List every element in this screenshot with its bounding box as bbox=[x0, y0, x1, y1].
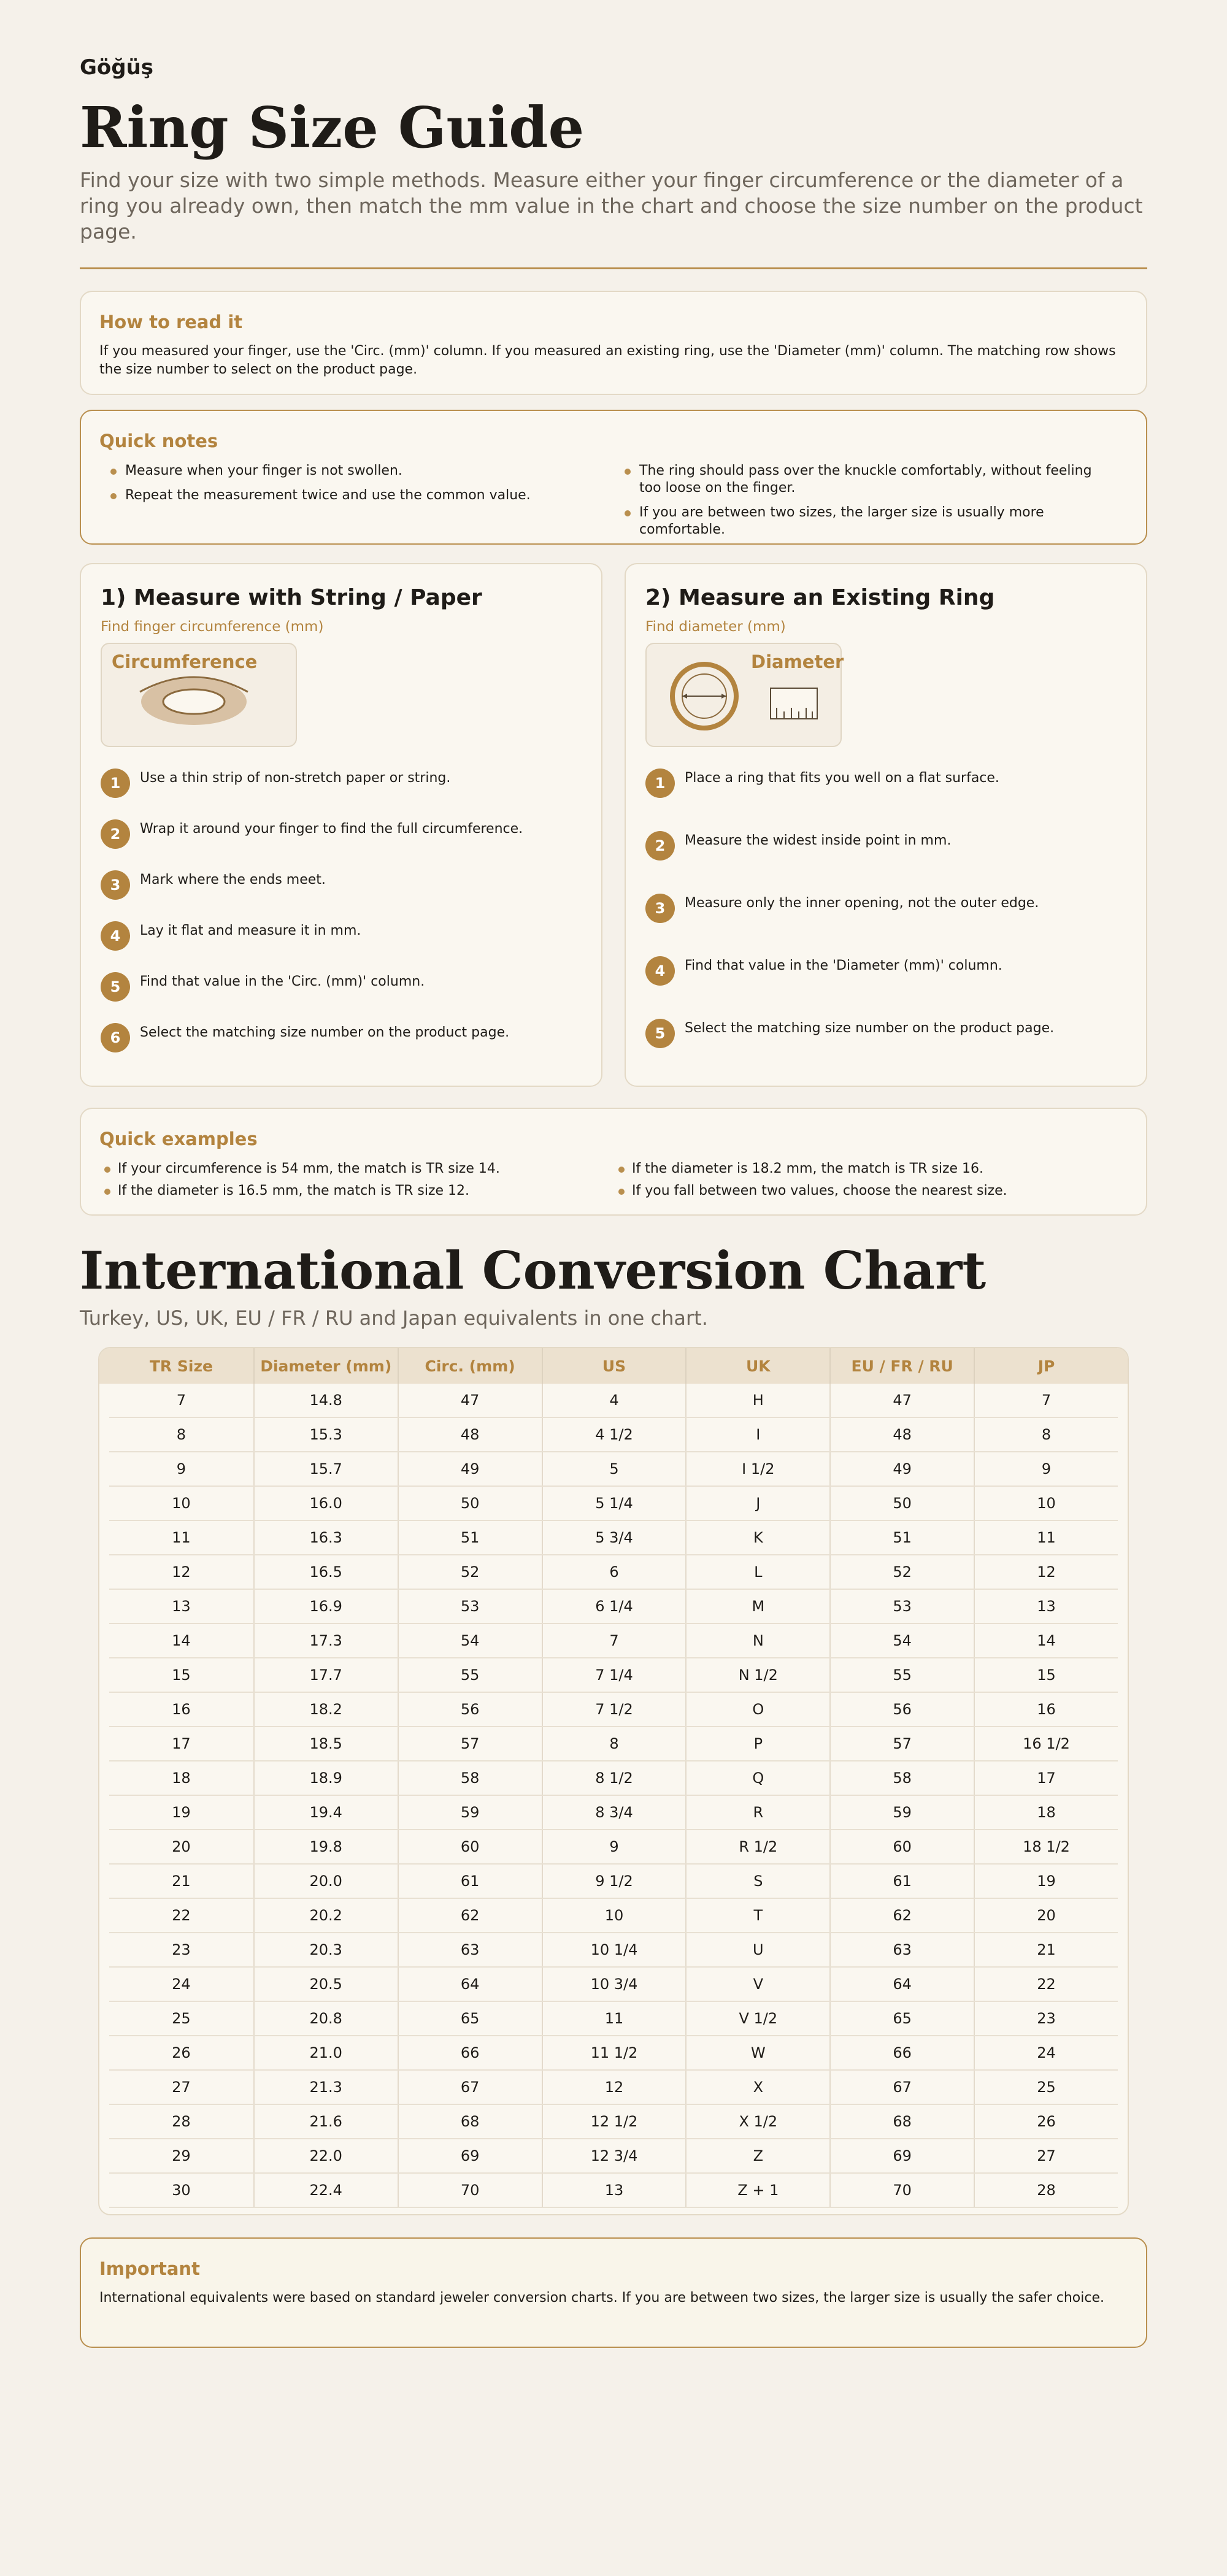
table-cell: 56 bbox=[398, 1693, 542, 1726]
table-cell: 9 bbox=[542, 1830, 686, 1863]
method-subtitle: Find finger circumference (mm) bbox=[101, 619, 324, 635]
table-cell: 7 bbox=[974, 1384, 1118, 1417]
table-cell: H bbox=[685, 1384, 829, 1417]
table-cell: 49 bbox=[829, 1452, 974, 1485]
table-cell: 65 bbox=[829, 2002, 974, 2035]
table-cell: 18 bbox=[172, 1769, 191, 1787]
table-cell: 22.4 bbox=[253, 2174, 398, 2207]
table-cell: 13 bbox=[172, 1598, 191, 1615]
table-cell: 24 bbox=[172, 1976, 191, 1993]
table-cell: 66 bbox=[829, 2036, 974, 2069]
table-cell: 16.9 bbox=[253, 1590, 398, 1623]
step-number-badge: 2 bbox=[101, 819, 130, 849]
step-text: Measure the widest inside point in mm. bbox=[685, 833, 952, 848]
how-to-read-card bbox=[80, 291, 1147, 395]
table-cell: S bbox=[685, 1865, 829, 1898]
step-item bbox=[645, 1014, 1126, 1076]
table-cell: 5 bbox=[542, 1452, 686, 1485]
table-cell: 17.7 bbox=[253, 1658, 398, 1692]
table-cell: 61 bbox=[829, 1865, 974, 1898]
note-item: Measure when your finger is not swollen. bbox=[99, 462, 589, 480]
step-text: Find that value in the 'Circ. (mm)' column. bbox=[140, 974, 425, 989]
table-cell: 19 bbox=[974, 1865, 1118, 1898]
conversion-title: International Conversion Chart bbox=[80, 1240, 987, 1301]
quick-notes-card bbox=[80, 410, 1147, 545]
table-cell: 30 bbox=[172, 2182, 191, 2199]
table-row bbox=[109, 1693, 1118, 1727]
table-cell: V bbox=[685, 1968, 829, 2001]
table-cell: 61 bbox=[398, 1865, 542, 1898]
table-cell: 64 bbox=[829, 1968, 974, 2001]
table-cell: 12 1/2 bbox=[542, 2105, 686, 2138]
step-number-badge: 4 bbox=[101, 921, 130, 951]
table-cell: 18.2 bbox=[253, 1693, 398, 1726]
table-cell: 14 bbox=[974, 1624, 1118, 1657]
column-header: EU / FR / RU bbox=[829, 1348, 974, 1384]
step-number-badge: 5 bbox=[645, 1019, 675, 1048]
table-cell: 28 bbox=[974, 2174, 1118, 2207]
table-cell: 62 bbox=[829, 1899, 974, 1932]
table-cell: 15 bbox=[172, 1666, 191, 1684]
important-card bbox=[80, 2237, 1147, 2348]
table-cell: X bbox=[685, 2071, 829, 2104]
table-cell: 16.0 bbox=[253, 1487, 398, 1520]
table-cell: 50 bbox=[398, 1487, 542, 1520]
divider bbox=[80, 267, 1147, 269]
illustration-label: Circumference bbox=[112, 651, 258, 672]
table-row bbox=[109, 2139, 1118, 2174]
table-cell: 66 bbox=[398, 2036, 542, 2069]
table-cell: P bbox=[685, 1727, 829, 1760]
note-item: Repeat the measurement twice and use the common value. bbox=[99, 487, 589, 504]
table-cell: 69 bbox=[829, 2139, 974, 2172]
table-cell: 47 bbox=[398, 1384, 542, 1417]
table-cell: 7 1/2 bbox=[542, 1693, 686, 1726]
table-cell: 67 bbox=[398, 2071, 542, 2104]
table-cell: 23 bbox=[172, 1941, 191, 1958]
table-cell: 13 bbox=[542, 2174, 686, 2207]
table-cell: 21 bbox=[172, 1873, 191, 1890]
table-cell: 18 1/2 bbox=[974, 1830, 1118, 1863]
table-cell: 20.8 bbox=[253, 2002, 398, 2035]
table-cell: 19.8 bbox=[253, 1830, 398, 1863]
note-item: If you are between two sizes, the larger size is usually more comfortable. bbox=[614, 504, 1103, 539]
step-item bbox=[101, 916, 582, 967]
step-text: Find that value in the 'Diameter (mm)' column. bbox=[685, 958, 1002, 973]
table-cell: U bbox=[685, 1933, 829, 1966]
table-cell: 55 bbox=[829, 1658, 974, 1692]
step-text: Mark where the ends meet. bbox=[140, 872, 326, 887]
example-item: If you fall between two values, choose the nearest size. bbox=[614, 1183, 1115, 1200]
table-header-row bbox=[99, 1348, 1128, 1384]
table-cell: 20.3 bbox=[253, 1933, 398, 1966]
table-cell: 10 3/4 bbox=[542, 1968, 686, 2001]
table-cell: 15 bbox=[974, 1658, 1118, 1692]
table-cell: X 1/2 bbox=[685, 2105, 829, 2138]
table-row bbox=[109, 1830, 1118, 1865]
table-cell: T bbox=[685, 1899, 829, 1932]
table-cell: M bbox=[685, 1590, 829, 1623]
table-cell: 4 bbox=[542, 1384, 686, 1417]
table-cell: 18.5 bbox=[253, 1727, 398, 1760]
table-cell: Q bbox=[685, 1761, 829, 1795]
table-row bbox=[109, 1899, 1118, 1933]
table-cell: 21 bbox=[974, 1933, 1118, 1966]
table-cell: 19.4 bbox=[253, 1796, 398, 1829]
table-cell: 8 bbox=[974, 1418, 1118, 1451]
important-heading: Important bbox=[99, 2258, 200, 2279]
step-item bbox=[645, 889, 1126, 951]
table-cell: 68 bbox=[829, 2105, 974, 2138]
table-cell: 51 bbox=[829, 1521, 974, 1554]
step-text: Use a thin strip of non-stretch paper or string. bbox=[140, 770, 451, 786]
example-item: If the diameter is 16.5 mm, the match is TR size 12. bbox=[99, 1183, 601, 1200]
table-cell: 11 bbox=[974, 1521, 1118, 1554]
table-cell: 21.6 bbox=[253, 2105, 398, 2138]
table-cell: 6 1/4 bbox=[542, 1590, 686, 1623]
conversion-subtitle: Turkey, US, UK, EU / FR / RU and Japan equivalents in one chart. bbox=[80, 1306, 708, 1330]
table-cell: 17 bbox=[974, 1761, 1118, 1795]
table-cell: Z + 1 bbox=[685, 2174, 829, 2207]
table-row bbox=[109, 2036, 1118, 2071]
table-cell: L bbox=[685, 1555, 829, 1589]
step-text: Measure only the inner opening, not the outer edge. bbox=[685, 895, 1039, 911]
page-subtitle: Find your size with two simple methods. Measure either your finger circumference or the diameter of a ring you already own, then match the mm value in the chart and choose the size number on the product page. bbox=[80, 168, 1143, 243]
table-cell: 57 bbox=[829, 1727, 974, 1760]
step-item bbox=[101, 815, 582, 865]
table-cell: 20.5 bbox=[253, 1968, 398, 2001]
how-to-heading: How to read it bbox=[99, 312, 243, 332]
table-cell: K bbox=[685, 1521, 829, 1554]
table-cell: 22 bbox=[974, 1968, 1118, 2001]
step-text: Select the matching size number on the product page. bbox=[140, 1025, 510, 1040]
step-number-badge: 3 bbox=[645, 894, 675, 923]
table-cell: 8 3/4 bbox=[542, 1796, 686, 1829]
table-cell: 10 bbox=[542, 1899, 686, 1932]
table-cell: 9 1/2 bbox=[542, 1865, 686, 1898]
table-cell: 9 bbox=[176, 1460, 187, 1478]
important-text: International equivalents were based on standard jeweler conversion charts. If you are between two sizes, the larger size is usually the safer choice. bbox=[99, 2290, 1104, 2306]
step-text: Select the matching size number on the product page. bbox=[685, 1021, 1055, 1036]
table-cell: 25 bbox=[172, 2010, 191, 2027]
table-body bbox=[99, 1384, 1128, 2208]
table-cell: 4 1/2 bbox=[542, 1418, 686, 1451]
column-header: UK bbox=[685, 1348, 829, 1384]
table-row bbox=[109, 1727, 1118, 1761]
table-cell: 20 bbox=[172, 1838, 191, 1855]
table-cell: 29 bbox=[172, 2147, 191, 2164]
column-header: US bbox=[542, 1348, 686, 1384]
table-cell: 64 bbox=[398, 1968, 542, 2001]
step-number-badge: 1 bbox=[645, 769, 675, 798]
table-row bbox=[109, 1590, 1118, 1624]
table-cell: 10 bbox=[974, 1487, 1118, 1520]
table-cell: O bbox=[685, 1693, 829, 1726]
table-row bbox=[109, 1933, 1118, 1968]
illustration-label: Diameter bbox=[751, 651, 844, 672]
table-cell: W bbox=[685, 2036, 829, 2069]
table-cell: 5 3/4 bbox=[542, 1521, 686, 1554]
table-cell: V 1/2 bbox=[685, 2002, 829, 2035]
table-cell: 12 bbox=[542, 2071, 686, 2104]
step-number-badge: 2 bbox=[645, 831, 675, 861]
table-cell: 26 bbox=[974, 2105, 1118, 2138]
table-cell: 58 bbox=[829, 1761, 974, 1795]
table-cell: 52 bbox=[829, 1555, 974, 1589]
step-number-badge: 3 bbox=[101, 870, 130, 900]
method-ring-card bbox=[625, 563, 1147, 1087]
quick-notes-heading: Quick notes bbox=[99, 431, 218, 451]
table-cell: 15.3 bbox=[253, 1418, 398, 1451]
example-item: If the diameter is 18.2 mm, the match is TR size 16. bbox=[614, 1160, 1115, 1178]
column-header: TR Size bbox=[149, 1357, 213, 1375]
table-cell: 12 bbox=[172, 1563, 191, 1581]
table-cell: N bbox=[685, 1624, 829, 1657]
step-item bbox=[645, 951, 1126, 1014]
table-row bbox=[109, 1761, 1118, 1796]
table-cell: 59 bbox=[829, 1796, 974, 1829]
table-row bbox=[109, 1624, 1118, 1658]
table-cell: I 1/2 bbox=[685, 1452, 829, 1485]
table-cell: N 1/2 bbox=[685, 1658, 829, 1692]
table-cell: 70 bbox=[829, 2174, 974, 2207]
table-cell: 16 bbox=[172, 1701, 191, 1718]
table-cell: R 1/2 bbox=[685, 1830, 829, 1863]
column-header: Diameter (mm) bbox=[253, 1348, 398, 1384]
table-cell: 11 bbox=[172, 1529, 191, 1546]
step-number-badge: 1 bbox=[101, 769, 130, 798]
table-cell: 12 bbox=[974, 1555, 1118, 1589]
brand-logo[interactable]: Göğüş bbox=[80, 55, 154, 80]
step-number-badge: 6 bbox=[101, 1023, 130, 1052]
table-cell: 60 bbox=[398, 1830, 542, 1863]
table-cell: 69 bbox=[398, 2139, 542, 2172]
table-cell: 8 1/2 bbox=[542, 1761, 686, 1795]
step-text: Wrap it around your finger to find the full circumference. bbox=[140, 821, 523, 837]
table-cell: 15.7 bbox=[253, 1452, 398, 1485]
note-item: The ring should pass over the knuckle comfortably, without feeling too loose on the finger. bbox=[614, 462, 1103, 497]
diameter-illustration bbox=[645, 643, 842, 747]
table-row bbox=[109, 1384, 1118, 1418]
quick-examples-card bbox=[80, 1108, 1147, 1216]
step-item bbox=[101, 1018, 582, 1069]
table-cell: 9 bbox=[974, 1452, 1118, 1485]
table-cell: 21.3 bbox=[253, 2071, 398, 2104]
table-cell: 18 bbox=[974, 1796, 1118, 1829]
step-item bbox=[645, 764, 1126, 826]
table-cell: 70 bbox=[398, 2174, 542, 2207]
page-title: Ring Size Guide bbox=[80, 94, 585, 161]
table-row bbox=[109, 1452, 1118, 1487]
table-cell: 20.2 bbox=[253, 1899, 398, 1932]
example-item: If your circumference is 54 mm, the match is TR size 14. bbox=[99, 1160, 601, 1178]
table-cell: 20 bbox=[974, 1899, 1118, 1932]
table-row bbox=[109, 1418, 1118, 1452]
table-cell: 11 1/2 bbox=[542, 2036, 686, 2069]
ring-with-ruler-icon bbox=[647, 644, 843, 748]
table-cell: 7 1/4 bbox=[542, 1658, 686, 1692]
quick-examples-left bbox=[99, 1160, 614, 1205]
step-text: Lay it flat and measure it in mm. bbox=[140, 923, 361, 938]
table-row bbox=[109, 1796, 1118, 1830]
table-cell: 67 bbox=[829, 2071, 974, 2104]
table-cell: 53 bbox=[398, 1590, 542, 1623]
table-cell: Z bbox=[685, 2139, 829, 2172]
table-cell: 52 bbox=[398, 1555, 542, 1589]
table-cell: 55 bbox=[398, 1658, 542, 1692]
table-cell: 17 bbox=[172, 1735, 191, 1752]
step-item bbox=[645, 826, 1126, 889]
table-cell: 16.5 bbox=[253, 1555, 398, 1589]
table-cell: 51 bbox=[398, 1521, 542, 1554]
quick-notes-left bbox=[99, 462, 614, 546]
table-cell: 63 bbox=[829, 1933, 974, 1966]
method-steps bbox=[645, 764, 1126, 1076]
table-cell: 58 bbox=[398, 1761, 542, 1795]
table-cell: 60 bbox=[829, 1830, 974, 1863]
table-cell: 18.9 bbox=[253, 1761, 398, 1795]
table-cell: 23 bbox=[974, 2002, 1118, 2035]
table-cell: 27 bbox=[974, 2139, 1118, 2172]
table-cell: 16.3 bbox=[253, 1521, 398, 1554]
table-cell: 14.8 bbox=[253, 1384, 398, 1417]
step-number-badge: 5 bbox=[101, 972, 130, 1002]
step-item bbox=[101, 764, 582, 815]
quick-examples-right bbox=[614, 1160, 1128, 1205]
how-to-text: If you measured your finger, use the 'Circ. (mm)' column. If you measured an existing ring, use the 'Diameter (mm)' column. The matching row shows the size number to select on the product page. bbox=[99, 343, 1116, 377]
table-cell: 59 bbox=[398, 1796, 542, 1829]
table-cell: 47 bbox=[829, 1384, 974, 1417]
table-row bbox=[109, 1658, 1118, 1693]
table-cell: 10 1/4 bbox=[542, 1933, 686, 1966]
table-cell: 65 bbox=[398, 2002, 542, 2035]
table-cell: I bbox=[685, 1418, 829, 1451]
table-cell: 26 bbox=[172, 2044, 191, 2061]
table-cell: R bbox=[685, 1796, 829, 1829]
table-cell: 22.0 bbox=[253, 2139, 398, 2172]
table-row bbox=[109, 1865, 1118, 1899]
table-cell: 19 bbox=[172, 1804, 191, 1821]
method-string-card bbox=[80, 563, 602, 1087]
table-cell: 5 1/4 bbox=[542, 1487, 686, 1520]
table-cell: 54 bbox=[398, 1624, 542, 1657]
conversion-table bbox=[98, 1347, 1129, 2215]
table-cell: 54 bbox=[829, 1624, 974, 1657]
table-row bbox=[109, 1968, 1118, 2002]
table-row bbox=[109, 2002, 1118, 2036]
table-cell: 21.0 bbox=[253, 2036, 398, 2069]
paper-strip-band-icon bbox=[102, 644, 298, 748]
table-cell: 16 1/2 bbox=[974, 1727, 1118, 1760]
table-row bbox=[109, 2174, 1118, 2208]
table-cell: 20.0 bbox=[253, 1865, 398, 1898]
table-cell: 8 bbox=[176, 1426, 187, 1443]
column-header: Circ. (mm) bbox=[398, 1348, 542, 1384]
column-header: JP bbox=[974, 1348, 1118, 1384]
table-row bbox=[109, 2105, 1118, 2139]
table-cell: 22 bbox=[172, 1907, 191, 1924]
table-cell: 8 bbox=[542, 1727, 686, 1760]
step-item bbox=[101, 865, 582, 916]
table-cell: 68 bbox=[398, 2105, 542, 2138]
table-cell: 25 bbox=[974, 2071, 1118, 2104]
step-number-badge: 4 bbox=[645, 956, 675, 986]
table-cell: 12 3/4 bbox=[542, 2139, 686, 2172]
table-cell: 17.3 bbox=[253, 1624, 398, 1657]
method-title: 2) Measure an Existing Ring bbox=[645, 585, 995, 610]
table-cell: 53 bbox=[829, 1590, 974, 1623]
table-row bbox=[109, 1555, 1118, 1590]
table-row bbox=[109, 1521, 1118, 1555]
quick-notes-right bbox=[614, 462, 1128, 546]
table-cell: 7 bbox=[176, 1392, 187, 1409]
circumference-illustration bbox=[101, 643, 297, 747]
quick-examples-heading: Quick examples bbox=[99, 1129, 258, 1149]
table-cell: J bbox=[685, 1487, 829, 1520]
table-row bbox=[109, 2071, 1118, 2105]
method-steps bbox=[101, 764, 582, 1069]
table-cell: 6 bbox=[542, 1555, 686, 1589]
step-item bbox=[101, 967, 582, 1018]
table-cell: 56 bbox=[829, 1693, 974, 1726]
table-cell: 57 bbox=[398, 1727, 542, 1760]
table-cell: 24 bbox=[974, 2036, 1118, 2069]
table-cell: 49 bbox=[398, 1452, 542, 1485]
table-cell: 10 bbox=[172, 1495, 191, 1512]
table-cell: 27 bbox=[172, 2079, 191, 2096]
table-cell: 11 bbox=[542, 2002, 686, 2035]
table-cell: 28 bbox=[172, 2113, 191, 2130]
table-cell: 7 bbox=[542, 1624, 686, 1657]
table-cell: 62 bbox=[398, 1899, 542, 1932]
method-title: 1) Measure with String / Paper bbox=[101, 585, 482, 610]
table-cell: 16 bbox=[974, 1693, 1118, 1726]
method-subtitle: Find diameter (mm) bbox=[645, 619, 786, 635]
table-cell: 48 bbox=[829, 1418, 974, 1451]
table-row bbox=[109, 1487, 1118, 1521]
table-cell: 13 bbox=[974, 1590, 1118, 1623]
step-text: Place a ring that fits you well on a flat surface. bbox=[685, 770, 999, 786]
table-cell: 48 bbox=[398, 1418, 542, 1451]
table-cell: 14 bbox=[172, 1632, 191, 1649]
table-cell: 63 bbox=[398, 1933, 542, 1966]
table-cell: 50 bbox=[829, 1487, 974, 1520]
